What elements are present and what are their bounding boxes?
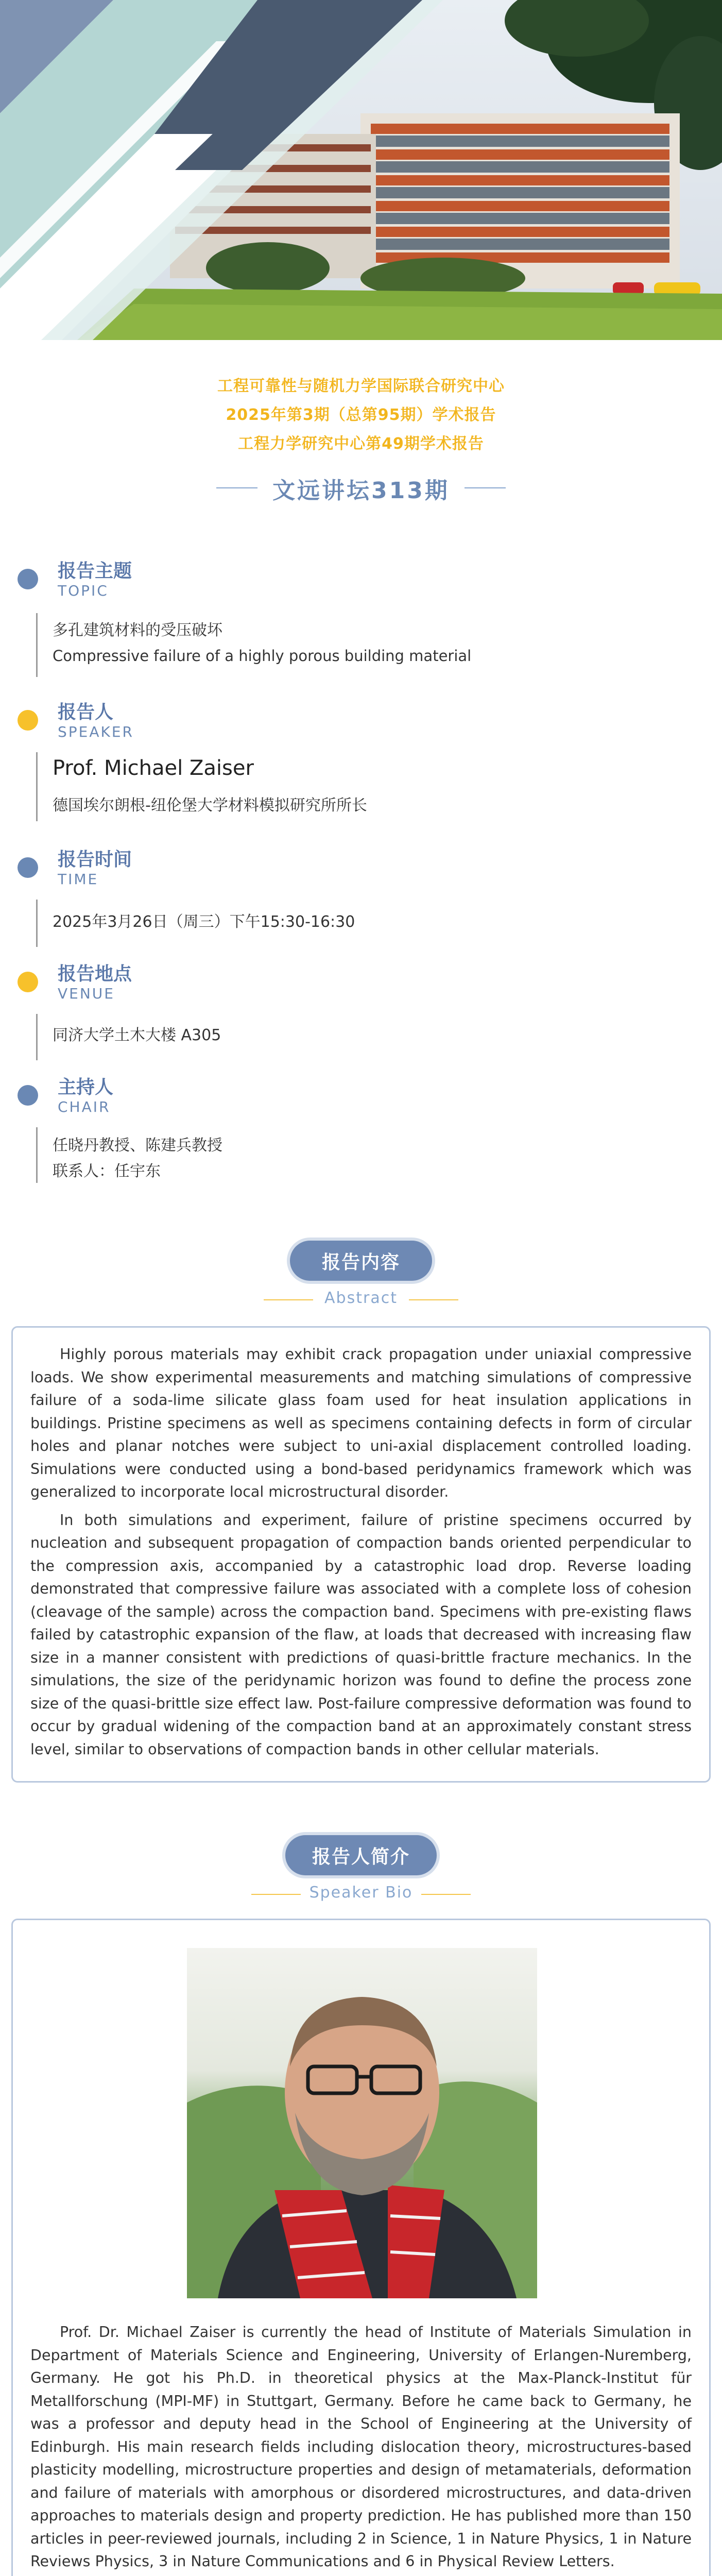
chair-vertical-bar (36, 1127, 38, 1183)
bio-sub-line-left (251, 1894, 301, 1895)
chair-dot-icon (18, 1085, 38, 1106)
time-dot-icon (18, 857, 38, 878)
campus-building-photo (0, 0, 722, 340)
topic-vertical-bar (36, 613, 38, 677)
venue-dot-icon (18, 972, 38, 992)
venue-vertical-bar (36, 1014, 38, 1060)
bio-paragraph: Prof. Dr. Michael Zaiser is currently the head of Institute of Materials Simulation in Department of Materials Science and Engineering, University of Erlangen-Nuremberg, Germany. He got his Ph.D. in theoretical physics at the Max-Planck-Institut für Metallforschung (MPI-MF) in Stuttgart, Germany. Before he came back to Germany, he was a professor and deputy head in the School of Engineering at the University of Edinburgh. His main research fields including dislocation theory, microstructures-based plasticity modelling, microstructure properties and design of metamaterials, deformation and failure of materials with amorphous or disordered microstructures, and data-driven approaches to materials design and property prediction. He has published more than 150 articles in peer-reviewed journals, including 2 in Science, 1 in Nature Physics, 1 in Nature Reviews Physics, 3 in Nature Communications and 6 in Physical Review Letters. (30, 2324, 692, 2570)
speaker-affiliation: 德国埃尔朗根-纽伦堡大学材料模拟研究所所长 (53, 796, 367, 815)
abstract-subtitle: Abstract (324, 1289, 398, 1307)
time-label-en: TIME (58, 871, 99, 888)
abstract-paragraph-2: In both simulations and experiment, failure of pristine specimens occurred by nucleation and subsequent propagation of compaction bands oriented perpendicular to the compression axis, accompanied by a catastrophic load drop. Reverse loading demonstrated that compressive failure was associated with a complete loss of cohesion (cleavage of the sample) across the compaction band. Specimens with pre-existing flaws failed by catastrophic expansion of the flaw, at loads that decreased with increasing flaw size in a manner consistent with predictions of quasi-brittle fracture mechanics. In the simulations, the size of the peridynamic horizon was found to define the process zone size of the quasi-brittle size effect law. Post-failure compressive deformation was found to occur by gradual widening of the compaction band at an approximately constant stress level, similar to observations of compaction bands in other cellular materials. (30, 1511, 692, 1758)
topic-title-en: Compressive failure of a highly porous building material (53, 647, 472, 665)
chair-label-en: CHAIR (58, 1098, 111, 1115)
chair-value: 任晓丹教授、陈建兵教授 (53, 1137, 222, 1155)
forum-title: 文远讲坛313期 (272, 478, 450, 504)
abstract-paragraph-1: Highly porous materials may exhibit crack propagation under uniaxial compressive loads. We show experimental measurements and matching simulations of compressive failure of a soda-lime silicate glass foam used for heat insulation applications in buildings. Pristine specimens as well as specimens containing defects in form of circular holes and planar notches were subject to uni-axial displacement controlled loading. Simulations were conducted using a bond-based peridynamics framework which was generalized to incorporate local microstructural disorder. (30, 1346, 692, 1500)
venue-label-cn: 报告地点 (58, 963, 132, 985)
speaker-vertical-bar (36, 752, 38, 821)
topic-label-cn: 报告主题 (58, 561, 132, 582)
abstract-sub-line-right (409, 1299, 458, 1300)
abstract-sub-line-left (264, 1299, 313, 1300)
org-title-line-1: 工程可靠性与随机力学国际联合研究中心 (217, 377, 505, 395)
venue-value: 同济大学土木大楼 A305 (53, 1026, 221, 1044)
time-value: 2025年3月26日（周三）下午15:30-16:30 (53, 913, 355, 931)
bio-sub-line-right (421, 1894, 471, 1895)
abstract-heading: 报告内容 (290, 1241, 432, 1281)
speaker-dot-icon (18, 710, 38, 731)
bio-subtitle: Speaker Bio (309, 1884, 413, 1902)
header-banner (0, 0, 722, 340)
speaker-portrait (187, 1948, 537, 2298)
topic-dot-icon (18, 569, 38, 589)
org-title-line-3: 工程力学研究中心第49期学术报告 (238, 435, 484, 453)
forum-title-row (0, 469, 722, 505)
speaker-name: Prof. Michael Zaiser (53, 756, 254, 780)
venue-label-en: VENUE (58, 985, 115, 1002)
bio-heading: 报告人简介 (285, 1835, 437, 1875)
topic-title-cn: 多孔建筑材料的受压破坏 (53, 621, 222, 639)
org-title-line-2: 2025年第3期（总第95期）学术报告 (226, 406, 496, 424)
forum-title-line-right (465, 487, 506, 488)
speaker-label-en: SPEAKER (58, 723, 134, 740)
speaker-label-cn: 报告人 (58, 702, 114, 723)
chair-label-cn: 主持人 (58, 1077, 114, 1098)
bio-box (11, 1919, 711, 2576)
topic-label-en: TOPIC (58, 582, 109, 599)
time-vertical-bar (36, 900, 38, 947)
abstract-box (11, 1326, 711, 1783)
time-label-cn: 报告时间 (58, 849, 132, 870)
chair-contact: 联系人：任宇东 (53, 1162, 161, 1180)
